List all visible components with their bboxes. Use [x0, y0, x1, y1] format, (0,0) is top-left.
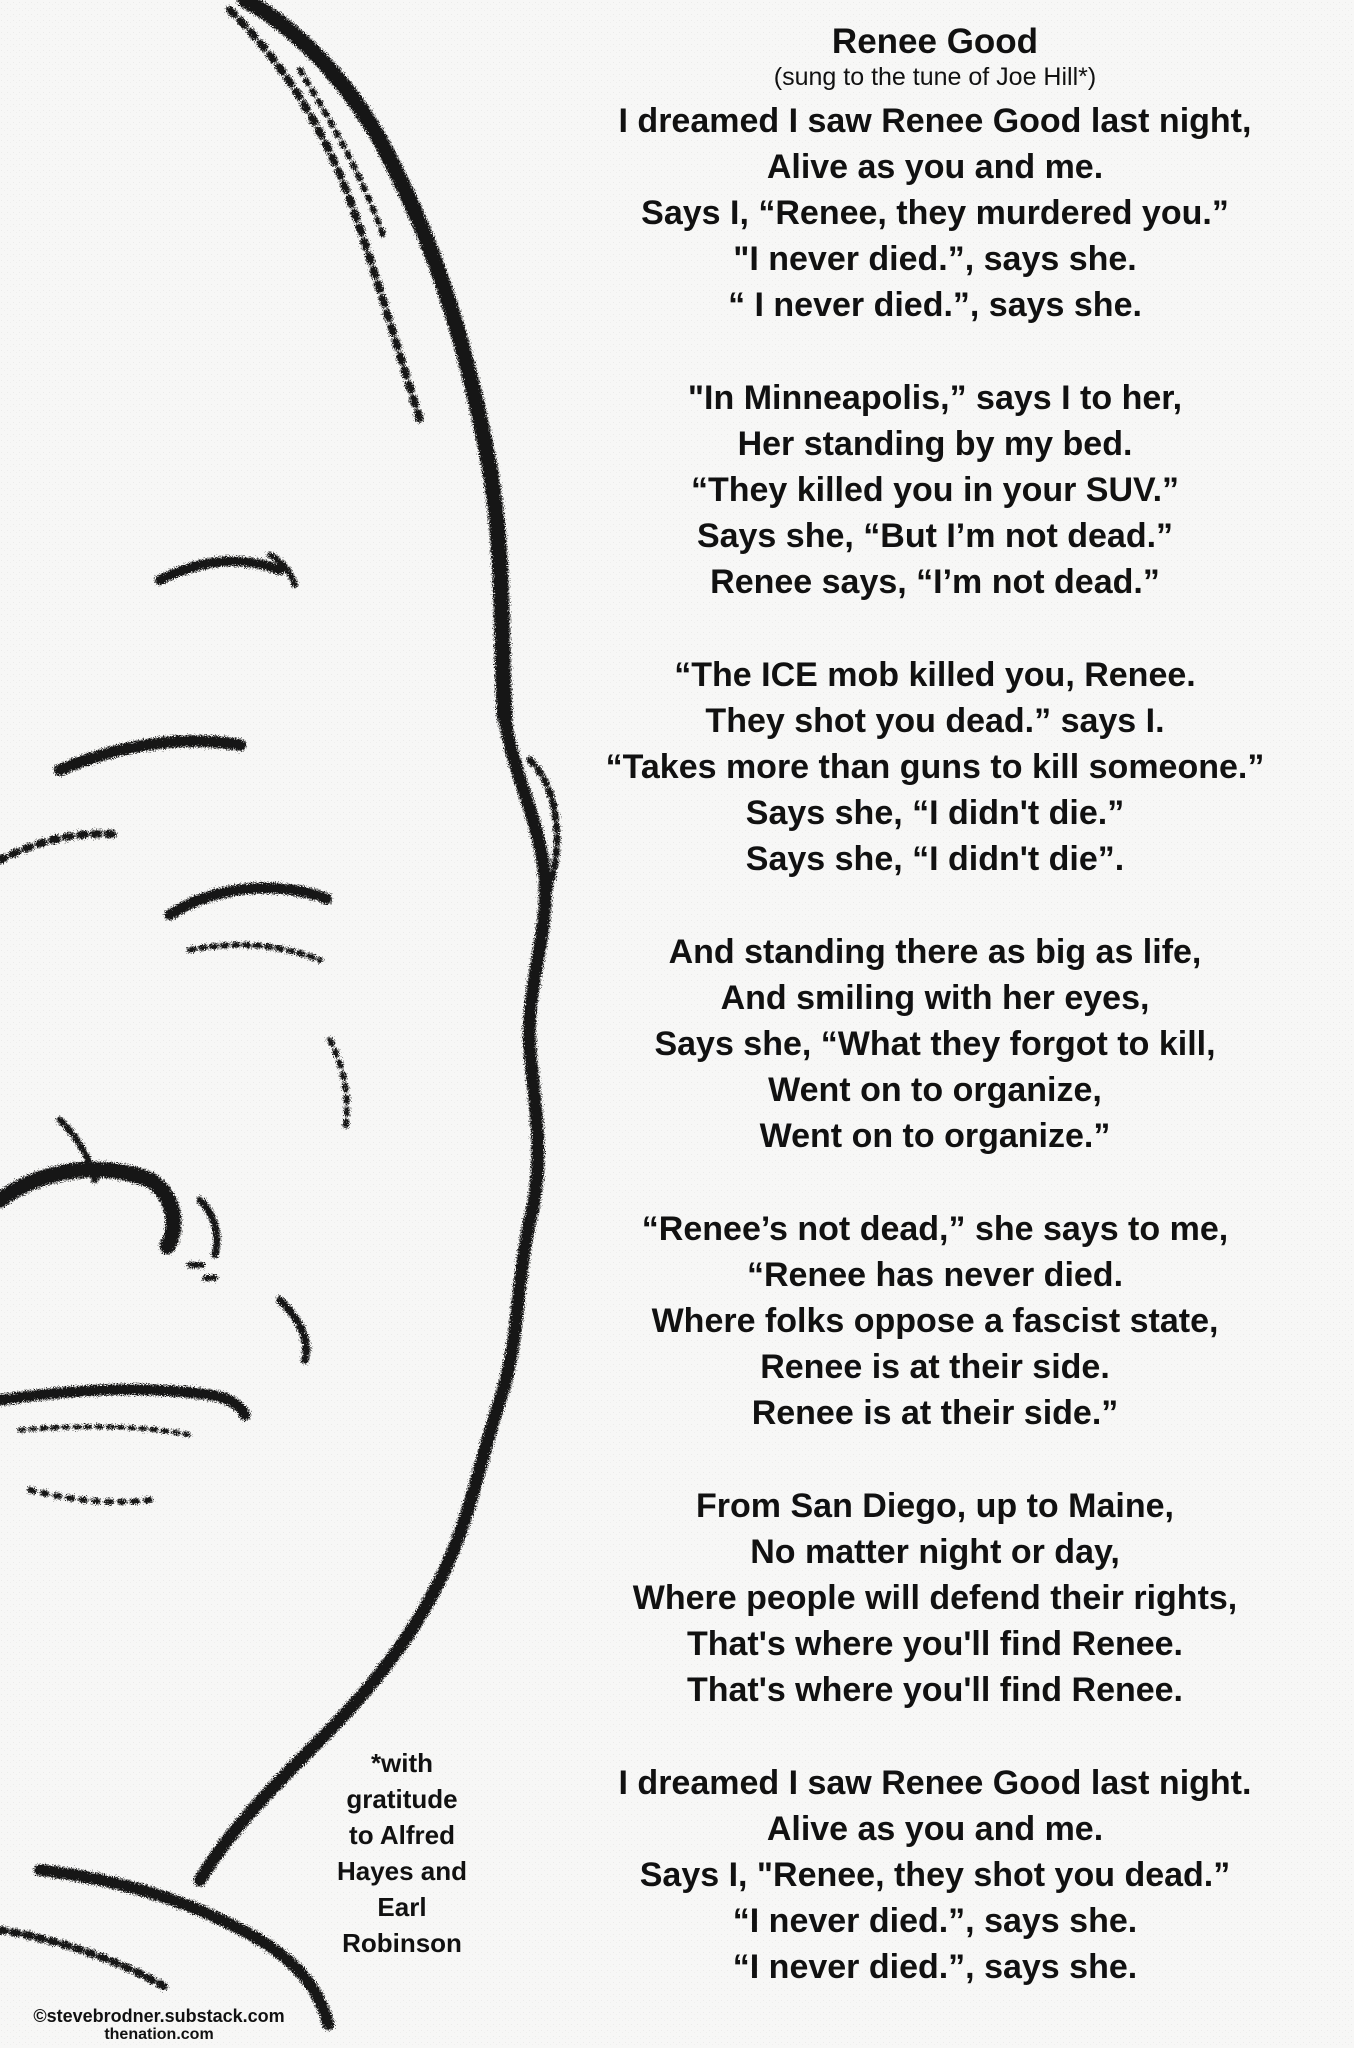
poem-line: Renee is at their side.” [751, 1394, 1119, 1432]
poem-line: “They killed you in your SUV.” [690, 471, 1180, 509]
poem-line: Alive as you and me. [766, 148, 1104, 186]
poem-line: “The ICE mob killed you, Renee. [674, 656, 1196, 694]
poem [540, 22, 1330, 2037]
footnote-line: Hayes and [336, 1856, 468, 1886]
poem-line: Says she, “I didn't die.” [745, 794, 1125, 832]
poem-line: Went on to organize, [768, 1071, 1102, 1109]
poem-line: “Takes more than guns to kill someone.” [605, 748, 1265, 786]
poem-line: "I never died.”, says she. [733, 240, 1137, 278]
poem-line: "In Minneapolis,” says I to her, [687, 379, 1183, 417]
stanza-2 [540, 375, 1330, 605]
gratitude-footnote [322, 1745, 482, 1961]
footnote-line: *with [370, 1748, 434, 1778]
poem-line: “ I never died.”, says she. [728, 286, 1142, 324]
poem-line: Says she, “What they forgot to kill, [654, 1025, 1216, 1063]
poem-line: And smiling with her eyes, [720, 979, 1150, 1017]
poem-line: Went on to organize.” [759, 1117, 1111, 1155]
poem-line: “I never died.”, says she. [732, 1902, 1138, 1940]
poem-line: I dreamed I saw Renee Good last night. [618, 1764, 1252, 1802]
footnote-line: Robinson [342, 1928, 462, 1958]
footnote-line: to Alfred [349, 1820, 455, 1850]
poem-line: Renee says, “I’m not dead.” [710, 563, 1160, 601]
poem-line: Says I, “Renee, they murdered you.” [641, 194, 1229, 232]
poem-line: They shot you dead.” says I. [705, 702, 1165, 740]
poem-line: And standing there as big as life, [668, 933, 1202, 971]
stanza-7 [540, 1760, 1330, 1990]
stanza-6 [540, 1483, 1330, 1713]
poem-line: Where people will defend their rights, [632, 1579, 1238, 1617]
poem-line: “I never died.”, says she. [732, 1948, 1138, 1986]
poem-line: No matter night or day, [750, 1533, 1120, 1571]
poem-line: From San Diego, up to Maine, [696, 1487, 1174, 1525]
footnote-line: Earl [377, 1892, 427, 1922]
poem-line: Alive as you and me. [766, 1810, 1104, 1848]
poem-line: Where folks oppose a fascist state, [651, 1302, 1219, 1340]
stanza-3 [540, 652, 1330, 882]
poem-line: That's where you'll find Renee. [686, 1671, 1184, 1709]
credit-nation: thenation.com [104, 2026, 214, 2043]
stanza-1 [540, 98, 1330, 328]
footnote-line: gratitude [346, 1784, 458, 1814]
poem-line: “Renee’s not dead,” she says to me, [641, 1210, 1229, 1248]
poem-line: Says she, “I didn't die”. [745, 840, 1125, 878]
poem-title: Renee Good [831, 22, 1039, 61]
poem-subtitle: (sung to the tune of Joe Hill*) [773, 63, 1097, 91]
poem-line: Her standing by my bed. [737, 425, 1133, 463]
stanza-4 [540, 929, 1330, 1159]
poem-line: I dreamed I saw Renee Good last night, [618, 102, 1252, 140]
poem-line: Says she, “But I’m not dead.” [696, 517, 1174, 555]
poem-line: That's where you'll find Renee. [686, 1625, 1184, 1663]
poem-line: Says I, "Renee, they shot you dead.” [639, 1856, 1231, 1894]
credits [4, 2006, 314, 2044]
portrait-sketch-icon [0, 0, 580, 2048]
poem-line: “Renee has never died. [746, 1256, 1124, 1294]
credit-substack: ©stevebrodner.substack.com [33, 2006, 285, 2026]
poem-line: Renee is at their side. [760, 1348, 1110, 1386]
stanza-5 [540, 1206, 1330, 1436]
